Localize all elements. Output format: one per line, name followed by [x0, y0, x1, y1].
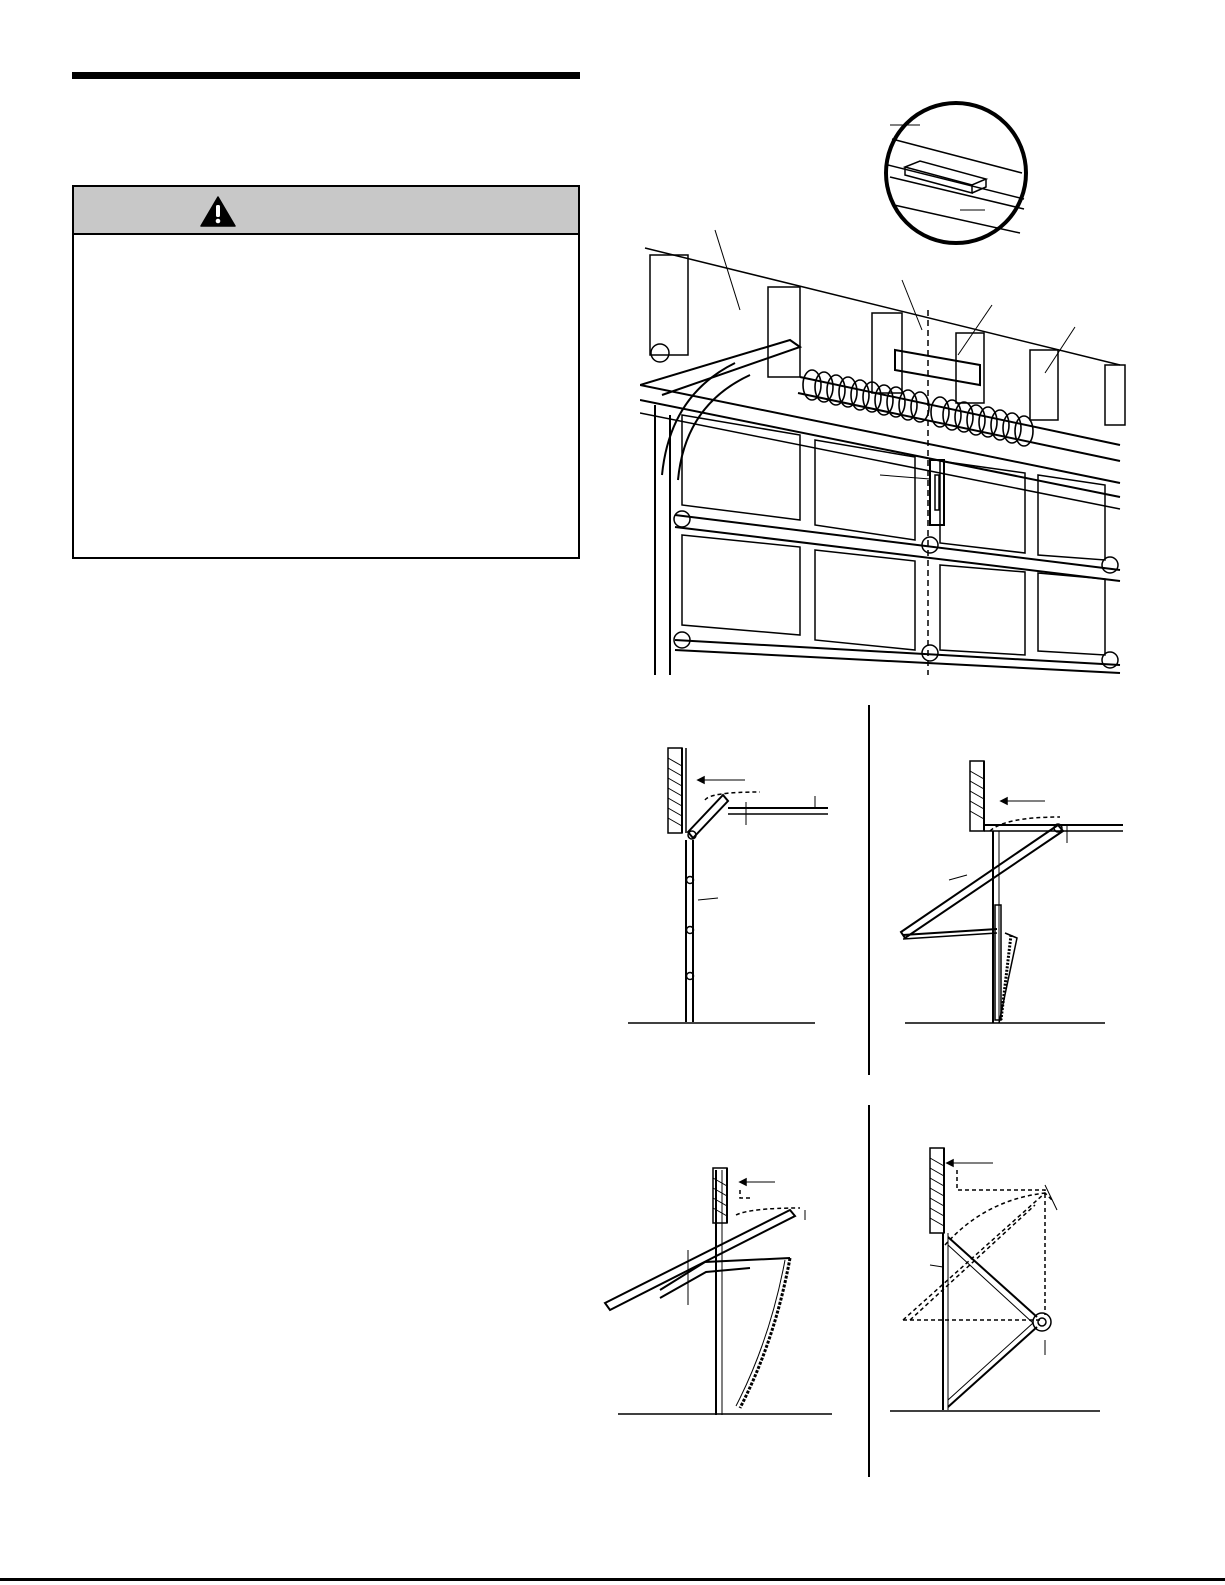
top-rule — [72, 72, 580, 79]
warning-body — [74, 235, 578, 263]
figure-divider-bottom — [868, 1105, 870, 1477]
sectional-door-side-view — [620, 740, 830, 1030]
one-piece-door-trackless — [600, 1160, 840, 1420]
header-reinforcement-detail — [886, 103, 1026, 243]
one-piece-door-with-track — [895, 755, 1225, 1030]
warning-header — [74, 187, 578, 235]
figure-divider-top — [868, 705, 870, 1075]
warning-box — [72, 185, 580, 559]
bottom-rule — [0, 1578, 1225, 1581]
one-piece-door-pivot — [885, 1145, 1110, 1420]
warning-triangle-icon — [200, 196, 236, 227]
garage-door-illustration — [640, 95, 1225, 675]
